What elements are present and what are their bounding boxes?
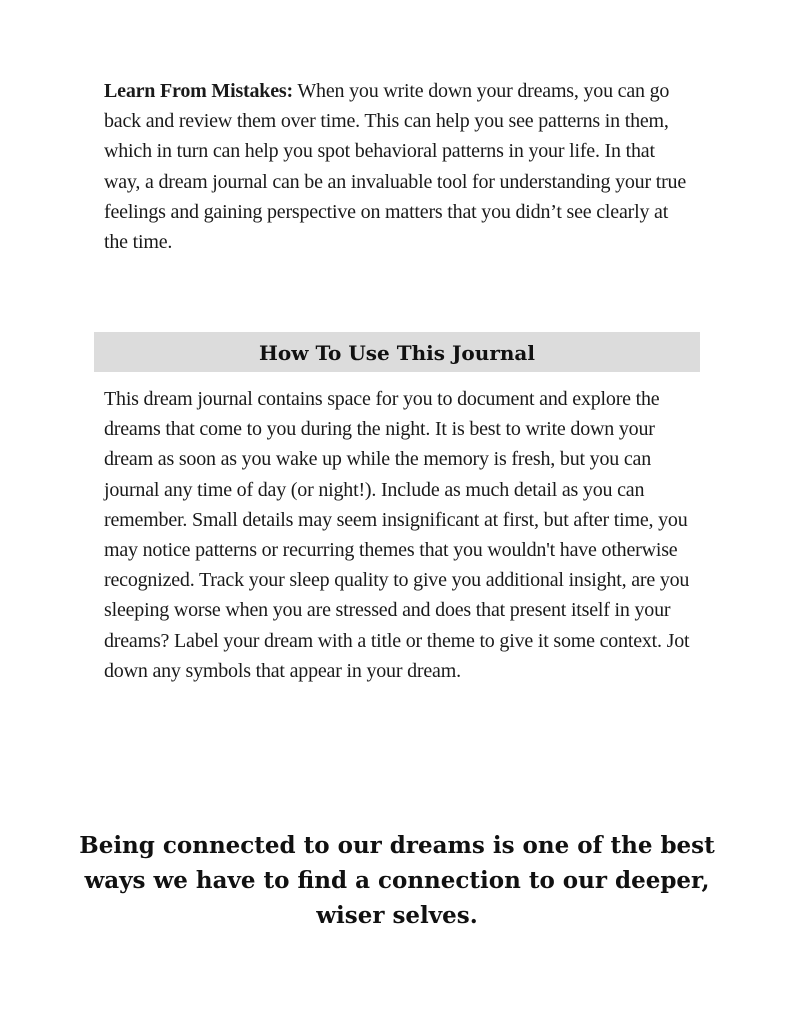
how-to-use-heading-bar <box>94 332 700 372</box>
learn-from-mistakes-lead: Learn From Mistakes: <box>104 80 293 102</box>
learn-from-mistakes-body: When you write down your dreams, you can go back and review them over time. This can help you see patterns in them, which in turn can help you spot behavioral patterns in your life. In that way, a dream journal can be an invaluable tool for understanding your true feelings and gaining perspective on matters that you didn’t see clearly at the time. <box>104 80 687 254</box>
dreams-quote: Being connected to our dreams is one of the best ways we have to find a connection to our deeper, wiser selves. <box>79 832 715 929</box>
how-to-use-heading: How To Use This Journal <box>259 341 535 365</box>
how-to-use-paragraph: This dream journal contains space for you to document and explore the dreams that come to you during the night. It is best to write down your dream as soon as you wake up while the memory is fresh, but you can journal any time of day (or night!). Include as much detail as you can remember. Small details may seem insignificant at first, but after time, you may notice patterns or recurring themes that you wouldn't have otherwise recognized. Track your sleep quality to give you additional insight, are you sleeping worse when you are stressed and does that present itself in your dreams? Label your dream with a title or theme to give it some context. Jot down any symbols that appear in your dream. <box>104 388 690 682</box>
learn-from-mistakes-paragraph <box>104 76 694 257</box>
